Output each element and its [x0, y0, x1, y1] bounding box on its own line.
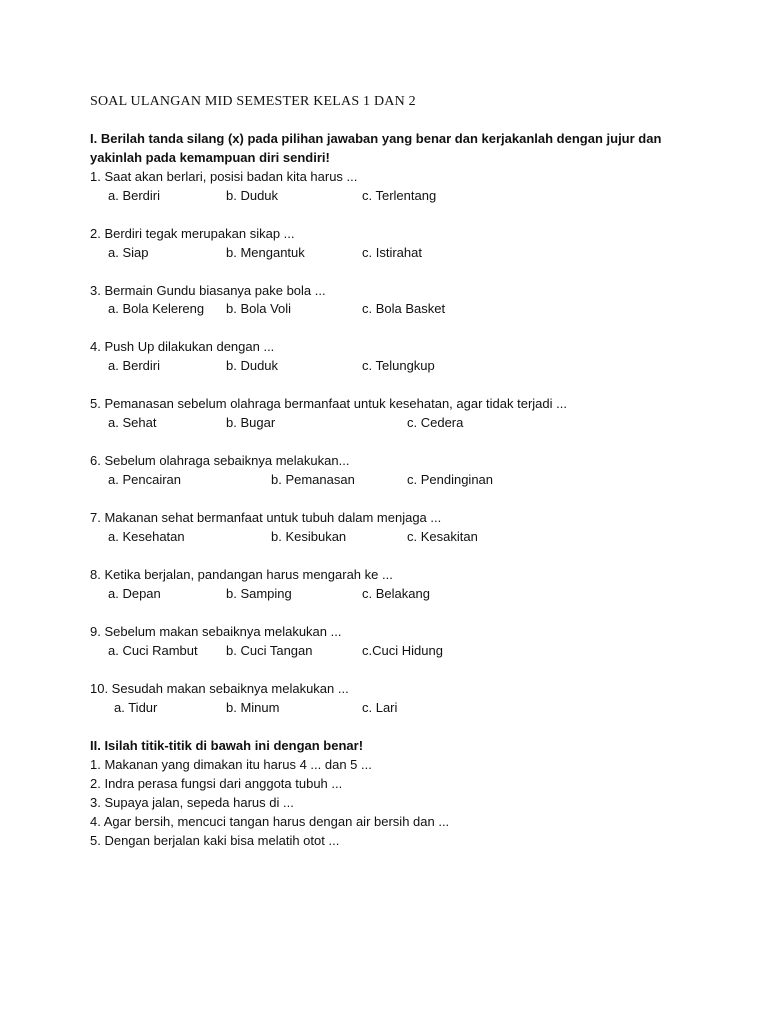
q1-option-b: b. Duduk	[226, 188, 279, 203]
q6-option-c: c. Pendinginan	[407, 472, 494, 487]
question-10: 10. Sesudah makan sebaiknya melakukan ...	[90, 681, 349, 696]
q5-option-b: b. Bugar	[226, 415, 276, 430]
q8-option-c: c. Belakang	[362, 586, 430, 601]
q10-option-c: c. Lari	[362, 700, 398, 715]
question-8: 8. Ketika berjalan, pandangan harus mengarah ke ...	[90, 567, 393, 582]
q4-option-c: c. Telungkup	[362, 358, 435, 373]
q9-option-a: a. Cuci Rambut	[108, 643, 198, 658]
fill-item-5: 5. Dengan berjalan kaki bisa melatih otot ...	[90, 833, 340, 848]
q2-option-c: c. Istirahat	[362, 245, 422, 260]
q8-option-a: a. Depan	[108, 586, 161, 601]
q4-option-b: b. Duduk	[226, 358, 279, 373]
question-7: 7. Makanan sehat bermanfaat untuk tubuh dalam menjaga ...	[90, 510, 442, 525]
q2-option-b: b. Mengantuk	[226, 245, 305, 260]
fill-item-1: 1. Makanan yang dimakan itu harus 4 ... dan 5 ...	[90, 757, 372, 772]
section2-instruction: II. Isilah titik-titik di bawah ini dengan benar!	[90, 738, 364, 753]
q2-option-a: a. Siap	[108, 245, 149, 260]
q6-option-a: a. Pencairan	[108, 472, 181, 487]
q4-option-a: a. Berdiri	[108, 358, 161, 373]
question-4: 4. Push Up dilakukan dengan ...	[90, 339, 275, 354]
q8-option-b: b. Samping	[226, 586, 292, 601]
q3-option-c: c. Bola Basket	[362, 301, 446, 316]
q1-option-a: a. Berdiri	[108, 188, 161, 203]
fill-item-2: 2. Indra perasa fungsi dari anggota tubuh ...	[90, 776, 343, 791]
q10-option-a: a. Tidur	[114, 700, 158, 715]
section1-instruction-line1: I. Berilah tanda silang (x) pada pilihan jawaban yang benar dan kerjakanlah dengan jujur dan	[90, 131, 662, 146]
q6-option-b: b. Pemanasan	[271, 472, 355, 487]
q7-option-a: a. Kesehatan	[108, 529, 185, 544]
q7-option-c: c. Kesakitan	[407, 529, 478, 544]
q10-option-b: b. Minum	[226, 700, 280, 715]
page-title: SOAL ULANGAN MID SEMESTER KELAS 1 DAN 2	[90, 94, 416, 109]
question-6: 6. Sebelum olahraga sebaiknya melakukan...	[90, 453, 350, 468]
q5-option-c: c. Cedera	[407, 415, 464, 430]
q5-option-a: a. Sehat	[108, 415, 157, 430]
q7-option-b: b. Kesibukan	[271, 529, 347, 544]
question-1: 1. Saat akan berlari, posisi badan kita harus ...	[90, 169, 358, 184]
section1-instruction-line2: yakinlah pada kemampuan diri sendiri!	[90, 150, 330, 165]
q9-option-b: b. Cuci Tangan	[226, 643, 313, 658]
q3-option-b: b. Bola Voli	[226, 301, 292, 316]
question-9: 9. Sebelum makan sebaiknya melakukan ...	[90, 624, 342, 639]
q9-option-c: c.Cuci Hidung	[362, 643, 443, 658]
question-2: 2. Berdiri tegak merupakan sikap ...	[90, 226, 295, 241]
fill-item-3: 3. Supaya jalan, sepeda harus di ...	[90, 795, 294, 810]
question-3: 3. Bermain Gundu biasanya pake bola ...	[90, 283, 326, 298]
question-5: 5. Pemanasan sebelum olahraga bermanfaat untuk kesehatan, agar tidak terjadi ...	[90, 396, 567, 411]
fill-item-4: 4. Agar bersih, mencuci tangan harus dengan air bersih dan ...	[90, 814, 450, 829]
q1-option-c: c. Terlentang	[362, 188, 437, 203]
q3-option-a: a. Bola Kelereng	[108, 301, 205, 316]
